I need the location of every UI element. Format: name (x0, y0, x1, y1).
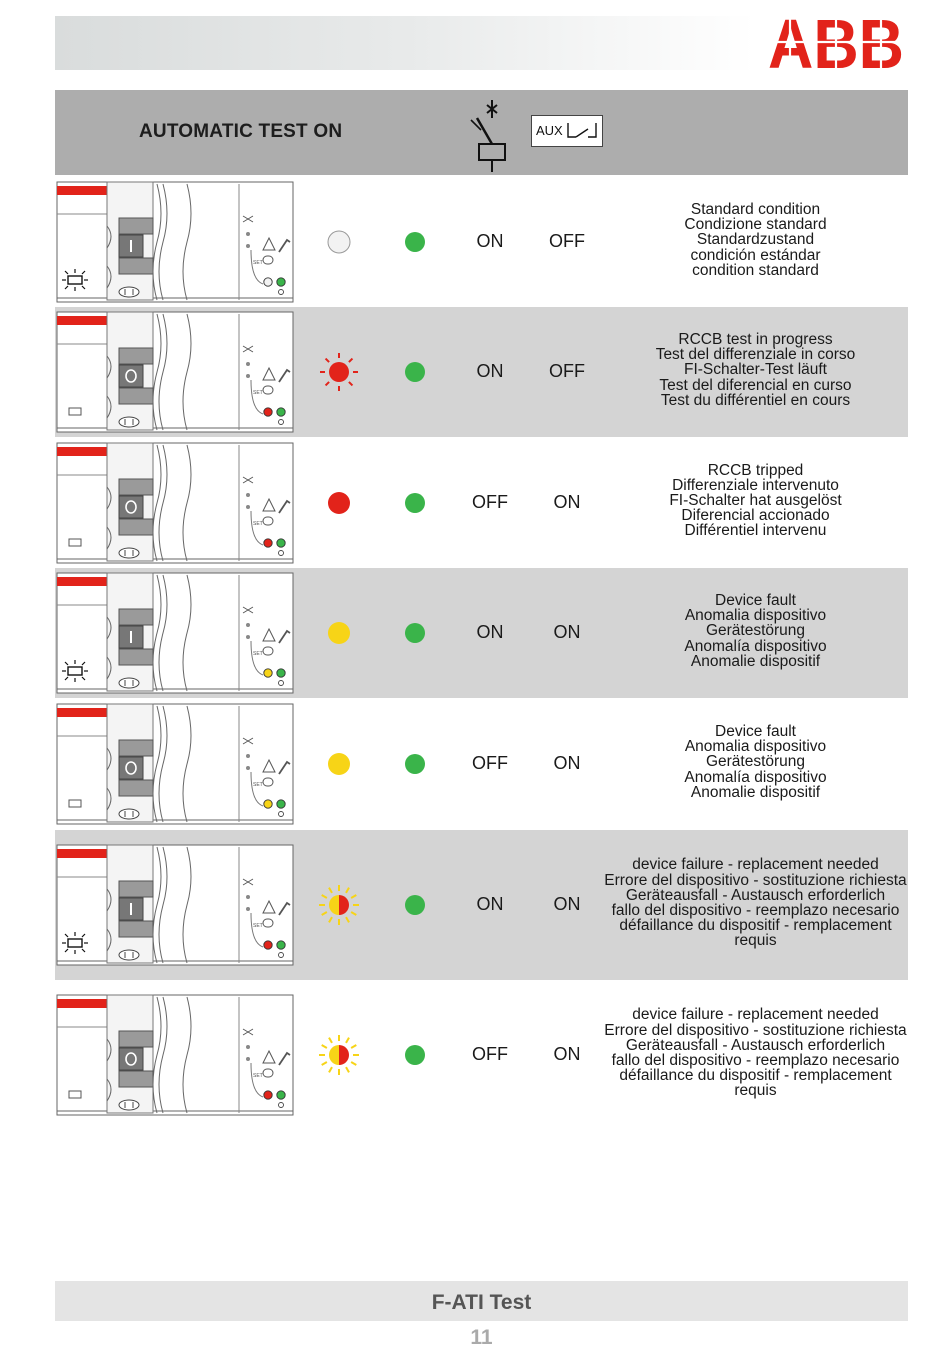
description-line: requis (734, 932, 777, 950)
coil-switch-icon (467, 96, 517, 172)
green-led-icon (400, 1040, 430, 1070)
description-line: Anomalía dispositivo (684, 768, 827, 786)
description-line: Device fault (715, 723, 796, 740)
device-illustration (57, 571, 297, 695)
top-banner (55, 16, 755, 70)
status-description (603, 1007, 908, 1098)
description-line: Standardzustand (696, 231, 815, 249)
footer-title: F-ATI Test (431, 1291, 532, 1314)
description-line: device failure - replacement needed (632, 856, 879, 874)
status-description (603, 332, 908, 408)
page-number: 11 (470, 1326, 493, 1349)
status-description (603, 857, 908, 948)
yellow-led-icon (319, 613, 359, 653)
description-line: FI-Schalter-Test läuft (684, 361, 827, 379)
device-illustration (57, 310, 297, 434)
description-line: Geräteausfall - Austausch erforderlich (625, 1036, 886, 1054)
description-line: Diferencial accionado (681, 507, 830, 525)
description-line: défaillance du dispositif - remplacement (619, 917, 892, 935)
abb-logo (768, 5, 904, 83)
status-window-icon (69, 408, 81, 415)
description-line: Test del diferencial en curso (659, 376, 852, 394)
green-led-icon (400, 227, 430, 257)
description-line: défaillance du dispositif - remplacement (619, 1067, 892, 1085)
svg-text:SET: SET (253, 260, 263, 266)
green-led-icon (400, 749, 430, 779)
description-line: condición estándar (690, 246, 821, 264)
section-header (55, 90, 908, 175)
white-led-icon (319, 222, 359, 262)
contact-state-main: ON (476, 894, 504, 914)
svg-text:SET: SET (253, 651, 263, 657)
status-row (55, 178, 908, 306)
aux-contact-box (531, 115, 603, 147)
description-line: Anomalie dispositif (690, 783, 821, 801)
contact-state-aux: ON (553, 894, 581, 914)
red-yellow-blinking-led-icon (319, 1035, 359, 1075)
contact-state-aux: OFF (549, 361, 585, 381)
contact-state-main: OFF (472, 1044, 508, 1064)
description-line: Anomalía dispositivo (684, 637, 827, 655)
aux-contact-icon (566, 119, 602, 143)
svg-text:SET: SET (253, 520, 263, 527)
contact-state-main: ON (476, 231, 504, 251)
description-line: RCCB test in progress (678, 331, 833, 348)
device-illustration (57, 843, 297, 967)
svg-text:ABB: ABB (768, 5, 904, 83)
status-description (603, 724, 908, 800)
contact-state-aux: ON (553, 753, 581, 773)
contact-state-aux: ON (553, 491, 581, 512)
status-description (603, 202, 908, 278)
status-window-icon (69, 1091, 81, 1098)
status-row (55, 307, 908, 437)
green-led-icon (400, 618, 430, 648)
description-line: Anomalie dispositif (690, 652, 821, 670)
description-line: Differenziale intervenuto (672, 476, 839, 494)
description-line: Test del differenziale in corso (655, 346, 856, 364)
contact-state-main: OFF (472, 753, 508, 773)
description-line: Test du différentiel en cours (660, 391, 851, 409)
status-row (55, 830, 908, 980)
status-row (55, 699, 908, 829)
status-description (603, 463, 908, 539)
device-illustration (57, 702, 297, 826)
contact-state-aux: OFF (549, 231, 585, 251)
red-blinking-led-icon (319, 352, 359, 392)
device-illustration (57, 180, 297, 304)
contact-state-aux: ON (553, 622, 581, 642)
contact-state-main: OFF (472, 491, 508, 512)
green-led-icon (400, 890, 430, 920)
description-line: Errore del dispositivo - sostituzione richiesta (604, 1021, 907, 1039)
description-line: Geräteausfall - Austausch erforderlich (625, 886, 886, 904)
description-line: Errore del dispositivo - sostituzione richiesta (604, 871, 907, 889)
status-window-icon (69, 800, 81, 807)
status-row (55, 981, 908, 1129)
status-window-icon (69, 539, 81, 546)
status-description (603, 593, 908, 669)
description-line: Standard condition (690, 201, 821, 218)
yellow-led-icon (319, 744, 359, 784)
device-illustration (57, 993, 297, 1117)
description-line: fallo del dispositivo - reemplazo necesario (611, 1052, 900, 1069)
description-line: Différentiel intervenu (684, 522, 827, 540)
contact-state-main: ON (476, 622, 504, 642)
description-line: Gerätestörung (705, 753, 806, 771)
description-line: condition standard (692, 261, 819, 279)
red-yellow-blinking-led-icon (319, 885, 359, 925)
description-line: FI-Schalter hat ausgelöst (669, 491, 842, 509)
description-line: RCCB tripped (707, 461, 804, 479)
description-line: fallo del dispositivo - reemplazo necesario (611, 902, 900, 919)
svg-text:SET: SET (253, 1073, 263, 1079)
green-led-icon (400, 488, 430, 518)
aux-label: AUX (536, 123, 563, 138)
device-illustration (57, 441, 297, 565)
description-line: Anomalia dispositivo (684, 607, 827, 625)
red-led-icon (319, 483, 359, 523)
svg-text:SET: SET (253, 782, 263, 788)
contact-state-main: ON (476, 361, 504, 381)
header-title: AUTOMATIC TEST ON (139, 121, 343, 142)
svg-text:SET: SET (253, 923, 263, 929)
status-row (55, 438, 908, 567)
green-led-icon (400, 357, 430, 387)
description-line: Condizione standard (684, 216, 827, 234)
contact-state-aux: ON (553, 1044, 581, 1064)
description-line: device failure - replacement needed (632, 1006, 879, 1024)
description-line: requis (734, 1082, 777, 1100)
footer-bar (55, 1281, 908, 1321)
description-line: Anomalia dispositivo (684, 738, 827, 756)
description-line: Device fault (715, 592, 796, 609)
svg-text:SET: SET (253, 390, 263, 396)
description-line: Gerätestörung (705, 622, 806, 640)
status-row (55, 568, 908, 698)
